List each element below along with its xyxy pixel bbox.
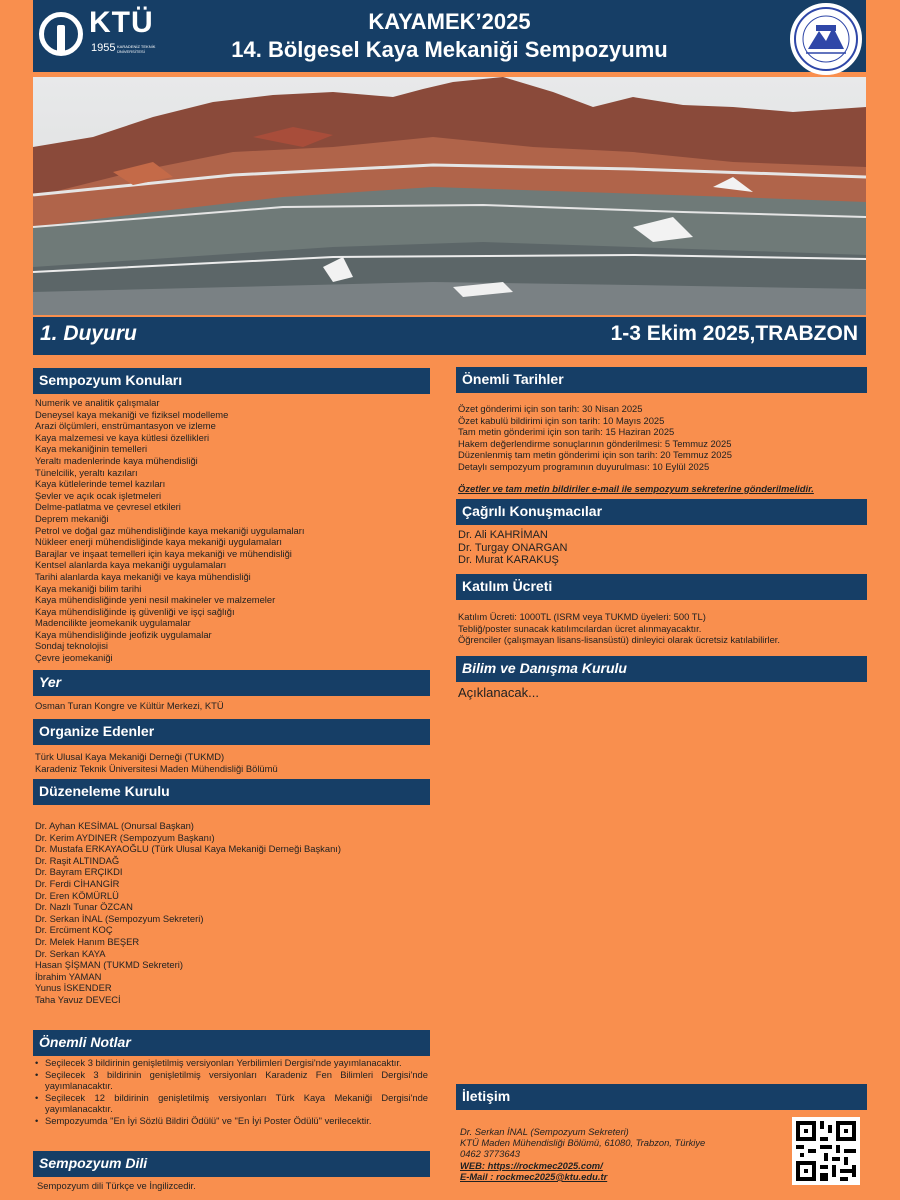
list-item: Dr. Melek Hanım BEŞER	[35, 935, 140, 947]
quarry-photo	[33, 77, 866, 315]
list-item: Dr. Ercüment KOÇ	[35, 924, 113, 936]
contact-name: Dr. Serkan İNAL (Sempozyum Sekreteri)	[460, 1126, 629, 1137]
contact-phone: 0462 3773643	[460, 1148, 520, 1160]
list-item: Tarihi alanlarda kaya mekaniği ve kaya mühendisliği	[35, 570, 251, 582]
page-subtitle: 14. Bölgesel Kaya Mekaniği Sempozyumu	[231, 37, 668, 62]
logo-text: KTÜ	[89, 6, 154, 39]
contact-heading: İletişim	[456, 1084, 867, 1110]
list-item: • Seçilecek 3 bildirinin genişletilmiş versiyonları Karadeniz Fen Bilimleri Dergisi'nde yayımlanacaktır.	[45, 1069, 428, 1091]
speakers-heading: Çağrılı Konuşmacılar	[456, 499, 867, 525]
contact-block	[460, 1126, 705, 1182]
association-seal-icon	[790, 3, 862, 75]
event-date-place: 1-3 Ekim 2025,TRABZON	[610, 322, 858, 345]
list-item: Dr. Raşit ALTINDAĞ	[35, 854, 120, 866]
list-item: • Seçilecek 3 bildirinin genişletilmiş versiyonları Yerbilimleri Dergisi'nde yayımlanacaktır.	[45, 1057, 428, 1068]
list-item: Tebliğ/poster sunacak katılımcılardan ücret alınmayacaktır.	[458, 622, 702, 634]
committee-list	[35, 820, 341, 1006]
list-item: Madencilikte jeomekanik uygulamalar	[35, 617, 191, 629]
list-item: Kentsel alanlarda kaya mekaniği uygulamaları	[35, 559, 227, 571]
list-item: Dr. Ayhan KESİMAL (Onursal Başkan)	[35, 820, 194, 831]
list-item: Dr. Eren KÖMÜRLÜ	[35, 889, 119, 901]
list-item: Hasan ŞİŞMAN (TUKMD Sekreteri)	[35, 959, 183, 971]
list-item: Dr. Mustafa ERKAYAOĞLU (Türk Ulusal Kaya Mekaniği Derneği Başkanı)	[35, 843, 342, 855]
announcement-bar	[33, 317, 866, 355]
dates-list	[458, 403, 732, 473]
list-item: Dr. Nazlı Tunar ÖZCAN	[35, 901, 133, 913]
list-item: Dr. Ferdi CİHANGİR	[35, 877, 120, 889]
venue-heading: Yer	[33, 670, 430, 696]
notes-heading: Önemli Notlar	[33, 1030, 430, 1056]
committee-heading: Düzeneleme Kurulu	[33, 779, 430, 805]
language-heading: Sempozyum Dili	[33, 1151, 430, 1177]
list-item: Kaya mühendisliğinde jeofizik uygulamalar	[35, 628, 212, 640]
list-item: Dr. Kerim AYDINER (Sempozyum Başkanı)	[35, 831, 215, 843]
list-item: Özet gönderimi için son tarih: 30 Nisan 2025	[458, 403, 643, 414]
list-item: Dr. Serkan KAYA	[35, 947, 106, 959]
list-item: • Sempozyumda "En İyi Sözlü Bildiri Ödülü" ve "En İyi Poster Ödülü" verilecektir.	[45, 1115, 428, 1126]
list-item: Arazi ölçümleri, enstrümantasyon ve izleme	[35, 420, 216, 432]
list-item: Detaylı sempozyum programının duyurulması: 10 Eylül 2025	[458, 460, 710, 472]
list-item: Tünelcilik, yeraltı kazıları	[35, 466, 138, 478]
notes-list	[35, 1057, 428, 1127]
announcement-label: 1. Duyuru	[40, 322, 137, 345]
dates-note: Özetler ve tam metin bildiriler e-mail ile sempozyum sekreterine gönderilmelidir.	[458, 483, 814, 494]
list-item: Şevler ve açık ocak işletmeleri	[35, 489, 162, 501]
advisory-heading: Bilim ve Danışma Kurulu	[456, 656, 867, 682]
list-item: Çevre jeomekaniği	[35, 652, 113, 664]
list-item: • Seçilecek 12 bildirinin genişletilmiş versiyonları Türk Kaya Mekaniği Dergisi'nde yayımlanacaktır.	[45, 1092, 428, 1114]
logo-year: 1955	[91, 42, 116, 54]
organizers-list	[35, 751, 278, 774]
list-item: Taha Yavuz DEVECİ	[35, 993, 121, 1005]
contact-address: KTÜ Maden Mühendisliği Bölümü, 61080, Trabzon, Türkiye	[460, 1137, 706, 1149]
dates-heading: Önemli Tarihler	[456, 367, 867, 393]
topics-heading: Sempozyum Konuları	[33, 368, 430, 394]
list-item: Deneysel kaya mekaniği ve fiziksel modelleme	[35, 408, 229, 420]
list-item: Hakem değerlendirme sonuçlarının gönderilmesi: 5 Temmuz 2025	[458, 437, 732, 449]
list-item: Deprem mekaniği	[35, 512, 109, 524]
list-item: Türk Ulusal Kaya Mekaniği Derneği (TUKMD)	[35, 751, 225, 762]
list-item: Kaya malzemesi ve kaya kütlesi özellikleri	[35, 431, 210, 443]
fee-heading: Katılım Ücreti	[456, 574, 867, 600]
page-title: KAYAMEK’2025	[368, 9, 531, 34]
fee-list	[458, 611, 780, 646]
list-item: Dr. Serkan İNAL (Sempozyum Sekreteri)	[35, 912, 204, 924]
language-text: Sempozyum dili Türkçe ve İngilizcedir.	[37, 1180, 196, 1191]
list-item: Kaya kütlelerinde temel kazıları	[35, 478, 166, 490]
list-item: Petrol ve doğal gaz mühendisliğinde kaya mekaniği uygulamaları	[35, 524, 305, 536]
qr-code-icon	[792, 1117, 860, 1185]
speakers-list	[458, 529, 567, 567]
list-item: Barajlar ve inşaat temelleri için kaya mekaniği ve mühendisliği	[35, 547, 292, 559]
list-item: Düzenlenmiş tam metin gönderimi için son tarih: 20 Temmuz 2025	[458, 449, 732, 461]
list-item: Delme-patlatma ve çevresel etkileri	[35, 501, 181, 513]
topics-list	[35, 397, 304, 664]
list-item: Numerik ve analitik çalışmalar	[35, 397, 160, 408]
list-item: Kaya mühendisliğinde iş güvenliği ve işçi sağlığı	[35, 605, 235, 617]
list-item: Dr. Bayram ERÇIKDI	[35, 866, 123, 878]
list-item: Dr. Turgay ONARGAN	[458, 541, 568, 554]
list-item: Yeraltı madenlerinde kaya mühendisliği	[35, 454, 198, 466]
list-item: Öğrenciler (çalışmayan lisans-lisansüstü) dinleyici olarak ücretsiz katılabilirler.	[458, 634, 780, 646]
organizers-heading: Organize Edenler	[33, 719, 430, 745]
list-item: Karadeniz Teknik Üniversitesi Maden Mühendisliği Bölümü	[35, 762, 278, 774]
list-item: Nükleer enerji mühendisliğinde kaya mekaniği uygulamaları	[35, 536, 283, 548]
list-item: Dr. Ali KAHRİMAN	[458, 529, 548, 541]
website-link[interactable]: WEB: https://rockmec2025.com/	[460, 1159, 603, 1171]
list-item: Dr. Murat KARAKUŞ	[458, 554, 559, 567]
advisory-text: Açıklanacak...	[458, 685, 539, 700]
list-item: Tam metin gönderimi için son tarih: 15 Haziran 2025	[458, 426, 675, 438]
list-item: İbrahim YAMAN	[35, 970, 102, 982]
email-link[interactable]: E-Mail : rockmec2025@ktu.edu.tr	[460, 1170, 608, 1182]
list-item: Yunus İSKENDER	[35, 982, 112, 994]
list-item: Kaya mühendisliğinde yeni nesil makineler ve malzemeler	[35, 594, 276, 606]
list-item: Kaya mekaniğinin temelleri	[35, 443, 148, 455]
list-item: Sondaj teknolojisi	[35, 640, 108, 652]
list-item: Katılım Ücreti: 1000TL (ISRM veya TUKMD üyeleri: 500 TL)	[458, 611, 706, 622]
list-item: Kaya mekaniği bilim tarihi	[35, 582, 142, 594]
list-item: Özet kabulü bildirimi için son tarih: 10 Mayıs 2025	[458, 414, 665, 426]
header-banner	[33, 0, 866, 72]
logo-sub: KARADENİZ TEKNİK ÜNİVERSİTESİ	[117, 44, 156, 54]
venue-text: Osman Turan Kongre ve Kültür Merkezi, KTÜ	[35, 700, 224, 711]
